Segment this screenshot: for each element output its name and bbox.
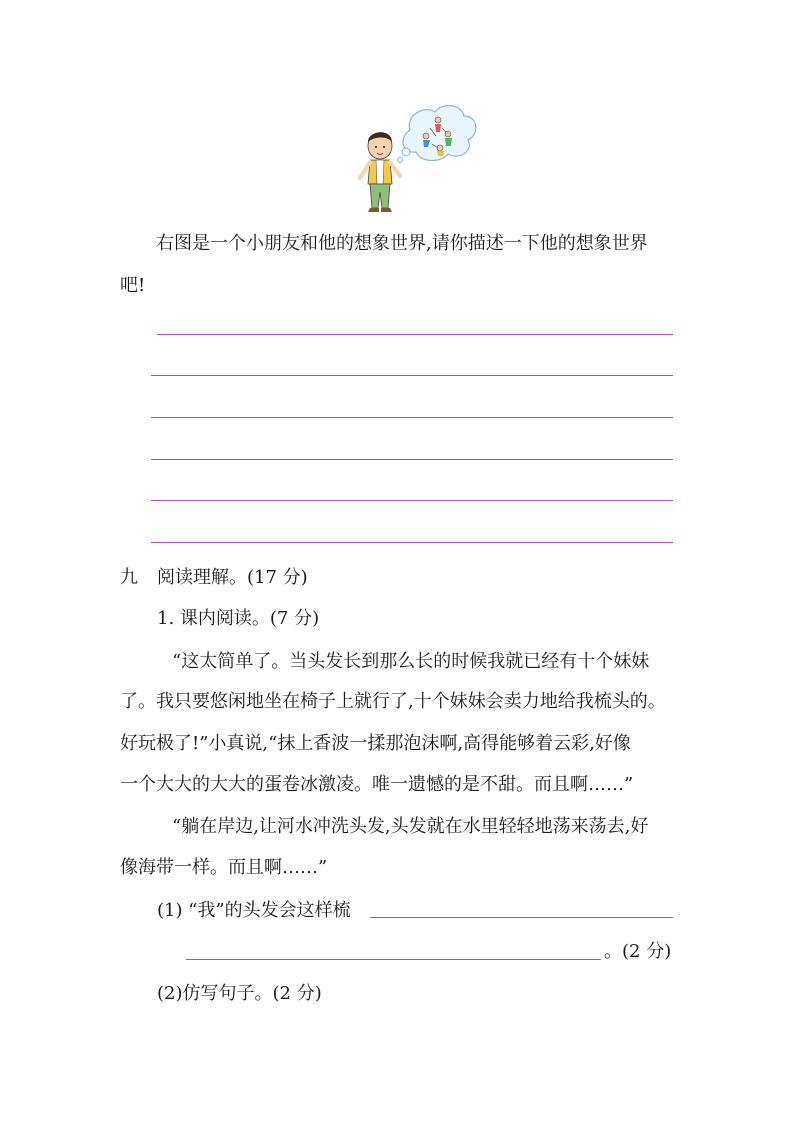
subsection-title: 1. 课内阅读。(7 分) <box>157 608 320 629</box>
writing-line[interactable] <box>157 334 673 335</box>
passage-line: “躺在岸边,让河水冲洗头发,头发就在水里轻轻地荡来荡去,好 <box>172 816 649 837</box>
boy-daydreaming-illustration <box>350 100 480 215</box>
writing-line[interactable] <box>151 375 673 376</box>
question-1-label: (1) “我”的头发会这样梳 <box>157 900 351 921</box>
section-title: 阅读理解。(17 分) <box>157 567 308 588</box>
writing-line[interactable] <box>151 417 673 418</box>
passage-line: 像海带一样。而且啊……” <box>120 857 328 878</box>
writing-line[interactable] <box>151 542 673 543</box>
question-1-points: 。(2 分) <box>604 941 672 962</box>
passage-line: “这太简单了。当头发长到那么长的时候我就已经有十个妹妹 <box>172 651 650 672</box>
passage-line: 一个大大的大大的蛋卷冰激凌。唯一遗憾的是不甜。而且啊……” <box>120 774 634 795</box>
answer-line[interactable] <box>370 917 673 918</box>
writing-prompt-line-2: 吧! <box>120 275 146 296</box>
section-number: 九 <box>120 567 138 588</box>
passage-line: 好玩极了!”小真说,“抹上香波一揉那泡沫啊,高得能够着云彩,好像 <box>120 733 631 754</box>
writing-prompt-line-1: 右图是一个小朋友和他的想象世界,请你描述一下他的想象世界 <box>156 233 648 254</box>
writing-line[interactable] <box>151 500 673 501</box>
question-2-label: (2)仿写句子。(2 分) <box>157 983 322 1004</box>
passage-line: 了。我只要悠闲地坐在椅子上就行了,十个妹妹会卖力地给我梳头的。 <box>120 691 666 712</box>
writing-line[interactable] <box>151 459 673 460</box>
answer-line[interactable] <box>186 959 601 960</box>
boy-figure-icon <box>360 132 400 212</box>
thought-cloud-icon <box>398 106 476 163</box>
